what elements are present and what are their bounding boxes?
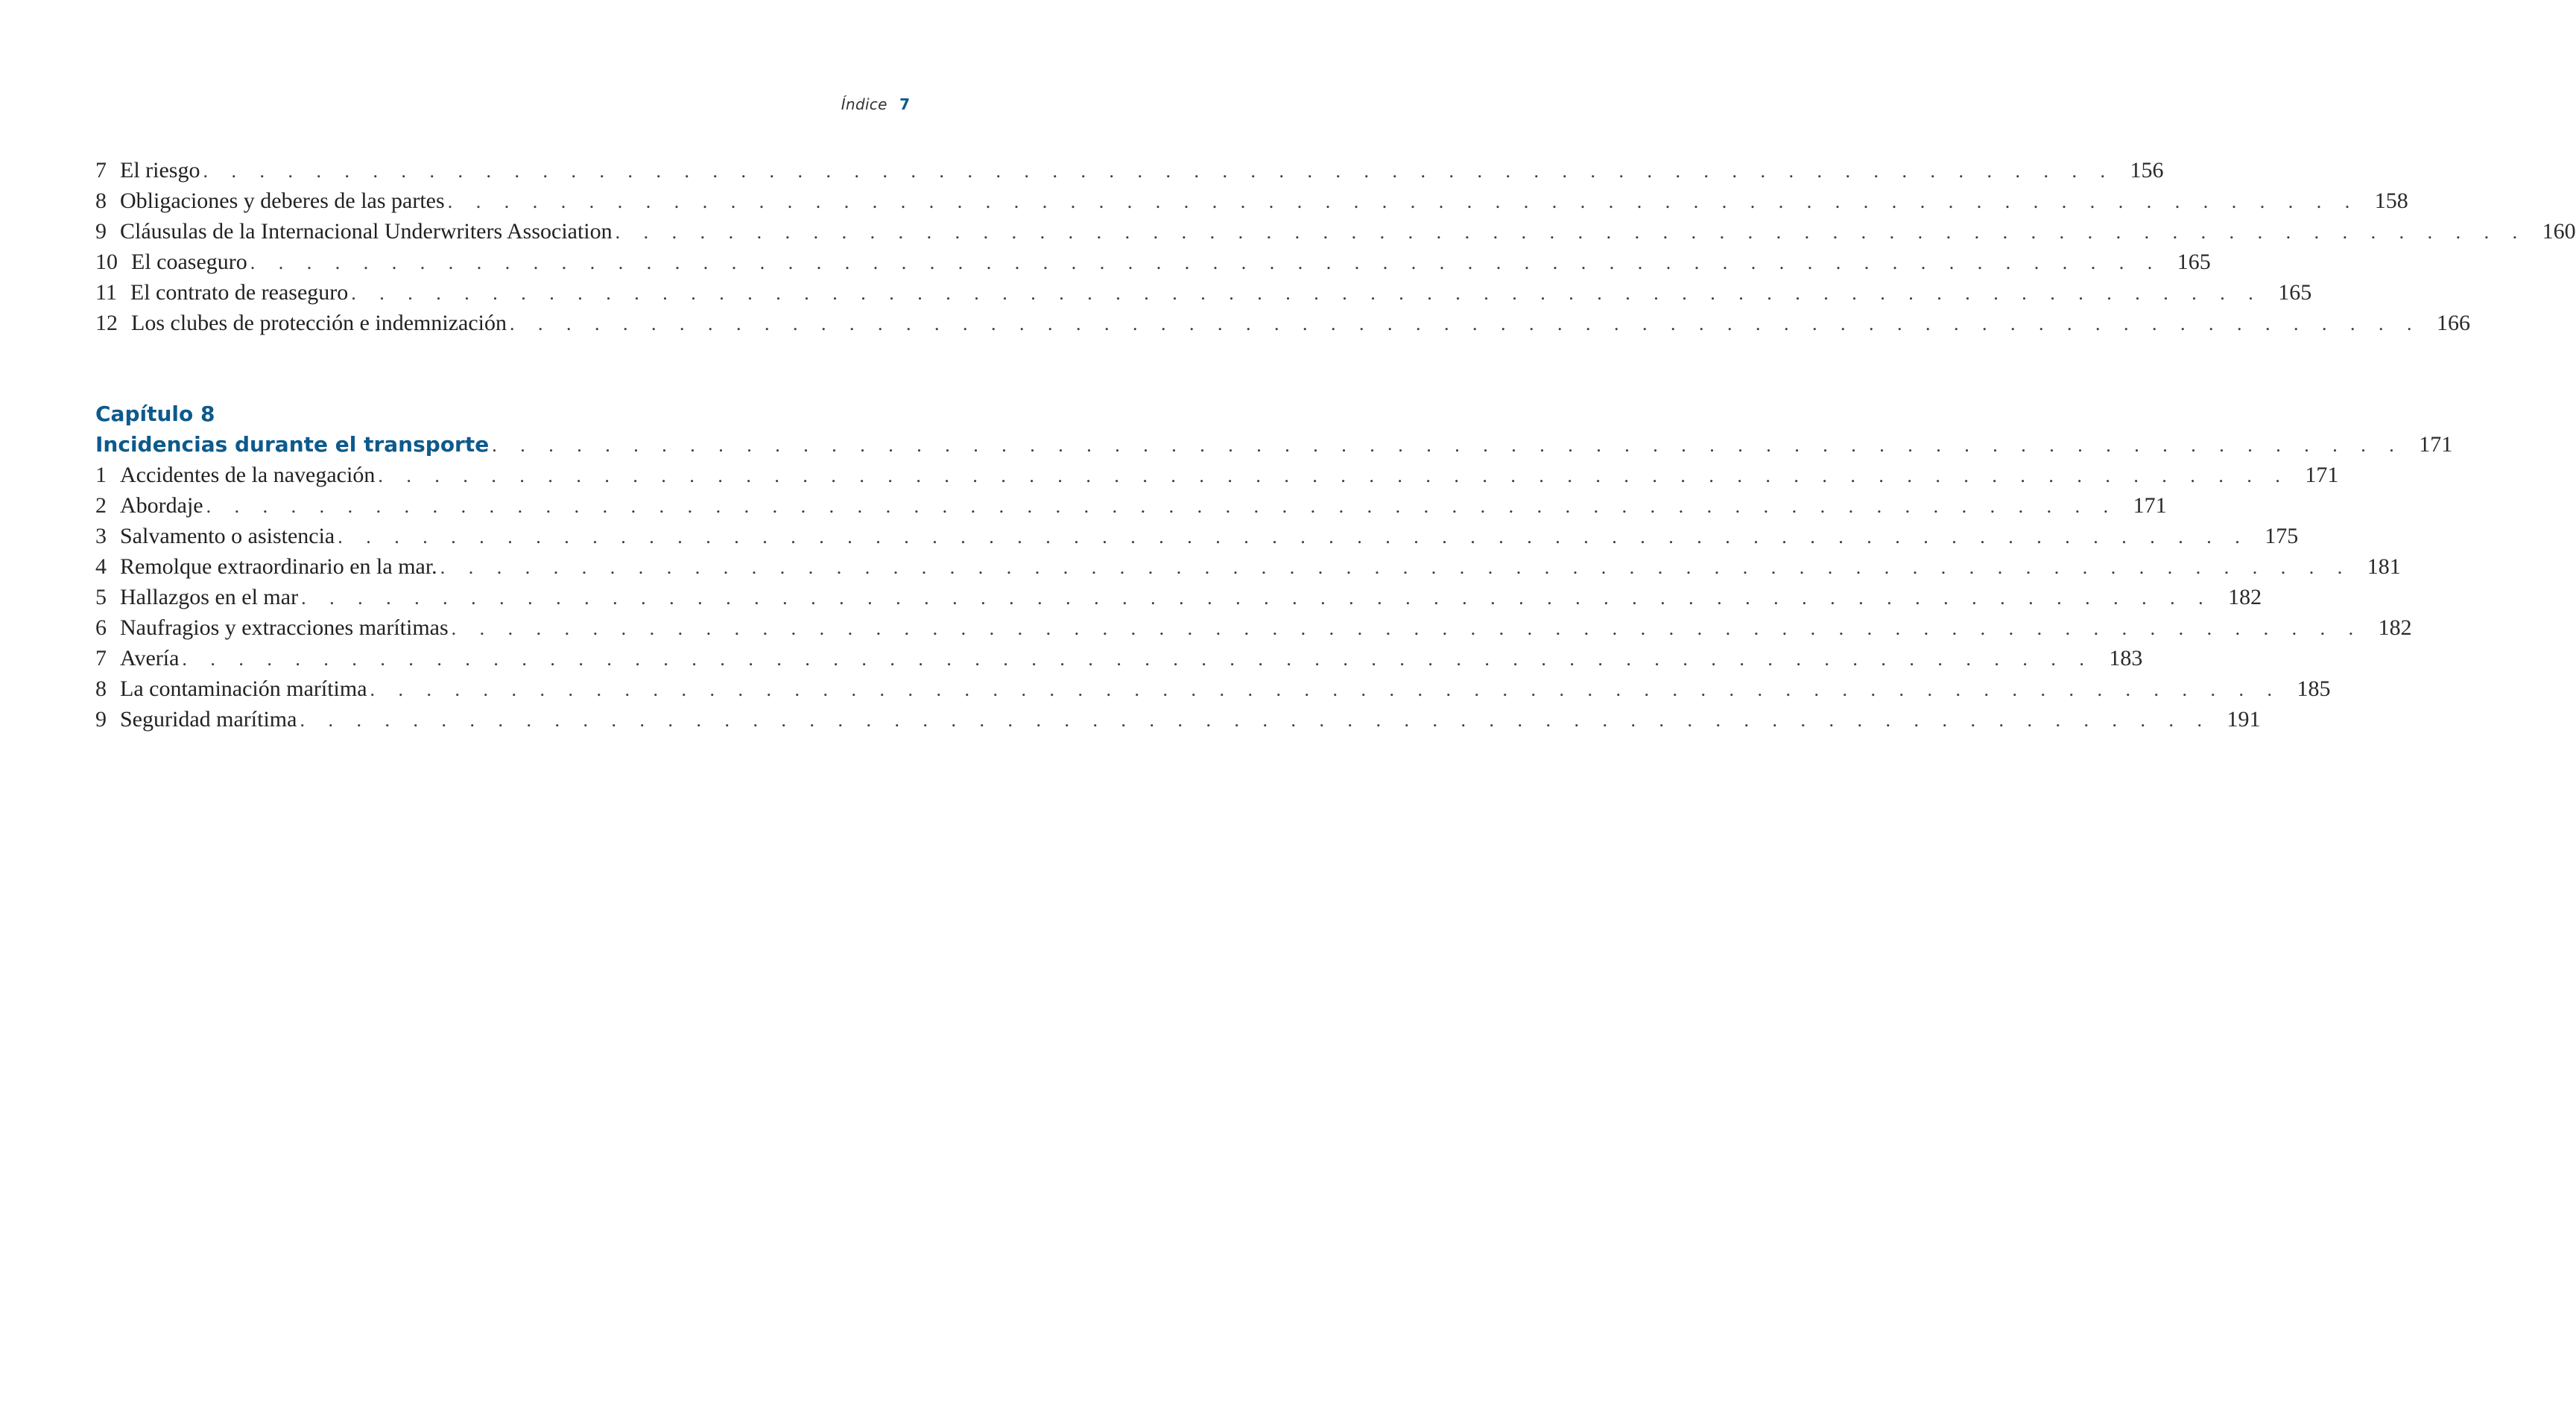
toc-entry-title: El contrato de reaseguro (130, 280, 349, 305)
toc-entry (95, 582, 2262, 612)
toc-entry (95, 247, 2211, 277)
toc-entry-page: 191 (2227, 707, 2261, 732)
toc-entry-number: 5 (95, 585, 107, 609)
toc-entry-number: 7 (95, 158, 107, 183)
toc-entry-title: Los clubes de protección e indemnización (131, 311, 507, 335)
toc-entry-number: 8 (95, 676, 107, 701)
toc-entry (95, 216, 2576, 247)
toc-leader: . . . . . . . . . . . . . . . . . . . . . . . . . . . . . . . . . . . . . . . . . . . . . . . . . . . . . . . . . . . . . . . . . . . . (338, 526, 2250, 548)
toc-entry-title: Accidentes de la navegación (120, 463, 376, 487)
toc-leader: . . . . . . . . . . . . . . . . . . . . . . . . . . . . . . . . . . . . . . . . . . . . . . . . . . . . . . . . . . . . . . . . . . . . (370, 679, 2282, 700)
toc-entry-number: 12 (95, 311, 118, 335)
toc-entry-number: 10 (95, 250, 118, 274)
toc-entry (95, 460, 2339, 490)
toc-leader: . . . . . . . . . . . . . . . . . . . . . . . . . . . . . . . . . . . . . . . . . . . . . . . . . . . . . . . . . . . . . . . . . . . . (378, 465, 2290, 486)
toc-entry-page: 185 (2297, 676, 2331, 701)
toc-leader: . . . . . . . . . . . . . . . . . . . . . . . . . . . . . . . . . . . . . . . . . . . . . . . . . . . . . . . . . . . . . . . . . . . . (206, 495, 2118, 517)
toc-entry-number: 9 (95, 707, 107, 732)
toc-entry-page: 181 (2367, 554, 2401, 579)
toc-leader: . . . . . . . . . . . . . . . . . . . . . . . . . . . . . . . . . . . . . . . . . . . . . . . . . . . . . . . . . . . . . . . . . . . . (451, 618, 2363, 639)
toc-leader: . . . . . . . . . . . . . . . . . . . . . . . . . . . . . . . . . . . . . . . . . . . . . . . . . . . . . . . . . . . . . . . . . . . . (203, 160, 2115, 182)
toc-entry-page: 171 (2305, 463, 2339, 487)
toc-entry (95, 612, 2412, 643)
toc-entry-page: 171 (2133, 493, 2167, 518)
toc-entry-page: 165 (2177, 250, 2211, 274)
toc-leader: . . . . . . . . . . . . . . . . . . . . . . . . . . . . . . . . . . . . . . . . . . . . . . . . . . . . . . . . . . . . . . . . . . . . (351, 282, 2263, 304)
toc-entry-page: 160 (2542, 219, 2576, 244)
toc-entry-page: 183 (2109, 646, 2143, 670)
toc-entry (95, 155, 2164, 185)
toc-entry (95, 704, 2261, 735)
toc-entry (95, 490, 2167, 521)
toc-entry-number: 11 (95, 280, 117, 305)
toc-leader: . . . . . . . . . . . . . . . . . . . . . . . . . . . . . . . . . . . . . . . . . . . . . . . . . . . . . . . . . . . . . . . . . . . . (250, 252, 2162, 273)
toc-entry-number: 8 (95, 188, 107, 213)
toc-entry-title: Remolque extraordinario en la mar. (120, 554, 437, 579)
toc-entry-page: 165 (2278, 280, 2312, 305)
toc-entry-number: 4 (95, 554, 107, 579)
toc-leader: . . . . . . . . . . . . . . . . . . . . . . . . . . . . . . . . . . . . . . . . . . . . . . . . . . . . . . . . . . . . . . . . . . . . (615, 221, 2527, 243)
toc-entry-title: Salvamento o asistencia (120, 524, 335, 548)
toc-leader: . . . . . . . . . . . . . . . . . . . . . . . . . . . . . . . . . . . . . . . . . . . . . . . . . . . . . . . . . . . . . . . . . . . . (509, 313, 2421, 334)
chapter-label: Capítulo 8 (95, 402, 215, 426)
chapter-section (95, 399, 2453, 735)
toc-leader: . . . . . . . . . . . . . . . . . . . . . . . . . . . . . . . . . . . . . . . . . . . . . . . . . . . . . . . . . . . . . . . . . . . . (447, 191, 2359, 212)
header-page-number: 7 (899, 95, 910, 113)
toc-entry-number: 1 (95, 463, 107, 487)
toc-entry-title: Abordaje (120, 493, 203, 518)
toc-entry-page: 156 (2130, 158, 2164, 183)
toc-entry-title: Cláusulas de la Internacional Underwriters Association (120, 219, 613, 244)
toc-entry-title: Obligaciones y deberes de las partes (120, 188, 445, 213)
toc-entry-title: Naufragios y extracciones marítimas (120, 615, 449, 640)
toc-entry (95, 551, 2401, 582)
toc-leader: . . . . . . . . . . . . . . . . . . . . . . . . . . . . . . . . . . . . . . . . . . . . . . . . . . . . . . . . . . . . . . . . . . . . (440, 556, 2352, 578)
toc-entry (95, 308, 2470, 338)
toc-entry (95, 643, 2143, 673)
toc-entry-number: 7 (95, 646, 107, 670)
toc-entry-page: 158 (2374, 188, 2408, 213)
toc-entry-number: 2 (95, 493, 107, 518)
toc-entry-title: El coaseguro (131, 250, 247, 274)
header-section-title: Índice (841, 95, 887, 113)
toc-leader: . . . . . . . . . . . . . . . . . . . . . . . . . . . . . . . . . . . . . . . . . . . . . . . . . . . . . . . . . . . . . . . . . . . . (300, 709, 2212, 731)
toc-entry (95, 185, 2408, 216)
toc-entry-title: Avería (120, 646, 180, 670)
toc-entry-number: 9 (95, 219, 107, 244)
chapter-page: 171 (2419, 432, 2453, 457)
toc-entry-page: 166 (2436, 311, 2470, 335)
toc-entry-title: El riesgo (120, 158, 200, 183)
toc-entry (95, 673, 2331, 704)
toc-entry-page: 175 (2265, 524, 2299, 548)
toc-entry-number: 6 (95, 615, 107, 640)
toc-leader: . . . . . . . . . . . . . . . . . . . . . . . . . . . . . . . . . . . . . . . . . . . . . . . . . . . . . . . . . . . . . . . . . . . . (492, 434, 2404, 456)
toc-entry (95, 277, 2312, 308)
chapter-title-entry (95, 429, 2453, 460)
toc-entry-page: 182 (2378, 615, 2412, 640)
toc-entry-page: 182 (2228, 585, 2262, 609)
toc-entry-title: Hallazgos en el mar (120, 585, 299, 609)
toc-entry-title: Seguridad marítima (120, 707, 297, 732)
running-header (841, 94, 910, 115)
chapter-title: Incidencias durante el transporte (95, 432, 490, 457)
toc-top-list (95, 155, 2576, 338)
toc-leader: . . . . . . . . . . . . . . . . . . . . . . . . . . . . . . . . . . . . . . . . . . . . . . . . . . . . . . . . . . . . . . . . . . . . (301, 587, 2213, 609)
toc-leader: . . . . . . . . . . . . . . . . . . . . . . . . . . . . . . . . . . . . . . . . . . . . . . . . . . . . . . . . . . . . . . . . . . . . (182, 648, 2094, 670)
toc-entry-title: La contaminación marítima (120, 676, 367, 701)
toc-entry-number: 3 (95, 524, 107, 548)
toc-entry (95, 521, 2299, 551)
